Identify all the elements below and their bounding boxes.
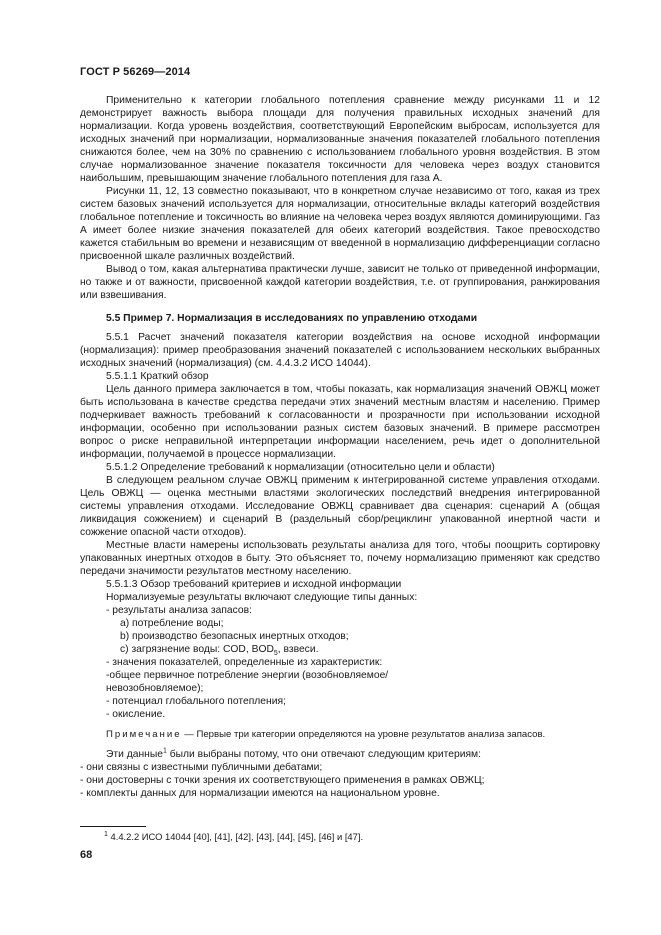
criteria-item: - они связны с известными публичными дебатами; bbox=[80, 762, 323, 773]
list-item: - окисление. bbox=[106, 709, 166, 720]
paragraph: 5.5.1 Расчет значений показателя категории воздействия на основе исходной информации (нормализация): пример преобразования значений показателей с использованием нескольких выбранных исходных значений (нормализация) (см. 4.4.3.2 ИСО 14044). bbox=[80, 332, 600, 369]
page-number: 68 bbox=[80, 849, 93, 861]
list-item: - результаты анализа запасов: bbox=[106, 605, 252, 616]
footnote: $^1$ 4.4.2.2 ИСО 14044 [40], [41], [42], [43], [44], [45], [46] и [47]. bbox=[104, 830, 364, 842]
document-header: ГОСТ Р 56269—2014 bbox=[80, 66, 191, 78]
paragraph: Применительно к категории глобального потепления сравнение между рисунками 11 и 12 демонстрирует важность выбора площади для получения правильных исходных значений для нормализации. Когда уровень воздействия, соответствующий Европейским выбросам, используется для исходных значений при нормализации, нормализованные значения показателей глобального потепления снижаются более, чем на 30% по сравнению с использованием глобального уровня воздействия. В этом случае нормализованное значение показателя токсичности для человека через воздух становится наибольшим, превышающим значение глобального потепления для газа А. bbox=[80, 95, 600, 184]
list-item: a) потребление воды; bbox=[120, 618, 224, 629]
paragraph: Цель данного примера заключается в том, чтобы показать, как нормализация значений ОВЖЦ может быть использована в качестве средства передачи этих значений местным властям и населению. Пример подчеркивает важность требований к согласованности и прозрачности при использовании исходной информации, особенно при использовании разных систем базовых значений. В примере рассмотрен вопрос о риске неправильной интерпретации информации населением, речь идет о дополнительной информации, получаемой в процессе нормализации. bbox=[80, 384, 600, 460]
subsection-title: 5.5.1.2 Определение требований к нормализации (относительно цели и области) bbox=[106, 462, 495, 473]
list-item: - потенциал глобального потепления; bbox=[106, 696, 286, 707]
paragraph: Местные власти намерены использовать результаты анализа для того, чтобы поощрить сортировку упакованных инертных отходов в быту. Это объясняет то, почему нормализацию применяют как средство передачи значимости результатов местному населению. bbox=[80, 540, 600, 577]
paragraph: Нормализуемые результаты включают следующие типы данных: bbox=[106, 592, 418, 603]
paragraph: Рисунки 11, 12, 13 совместно показывают, что в конкретном случае независимо от того, какая из трех систем базовых значений используется для нормализации, относительные вклады категорий воздействия глобальное потепление и токсичность во влияние на человека через воздух являются доминирующими. Газ А имеет более низкие значения показателей для обеих категорий воздействия. Такое превосходство кажется стабильным во времени и независящим от введенной в нормализацию дифференциации согласно присвоенной шкале различных воздействий. bbox=[80, 186, 600, 262]
criteria-item: - комплекты данных для нормализации имеются на национальном уровне. bbox=[80, 788, 440, 799]
list-item: c) загрязнение воды: COD, $BOD_5$, взвеси. bbox=[120, 644, 319, 658]
list-item: невозобновляемое); bbox=[106, 683, 204, 694]
note: Примечание — Первые три категории определяются на уровне результатов анализа запасов. bbox=[106, 729, 546, 740]
footnote-divider bbox=[80, 826, 146, 827]
subsection-title: 5.5.1.1 Краткий обзор bbox=[106, 371, 209, 382]
section-heading: 5.5 Пример 7. Нормализация в исследованиях по управлению отходами bbox=[106, 313, 478, 324]
criteria-item: - они достоверны с точки зрения их соответствующего применения в рамках ОВЖЦ; bbox=[80, 775, 485, 786]
paragraph: В следующем реальном случае ОВЖЦ применим к интегрированной системе управления отходами. Цель ОВЖЦ — оценка местными властями экологических последствий внедрения интегрированной системы управления отходами. Исследование ОВЖЦ сравнивает два сценария: сценарий А (общая ликвидация сожжением) и сценарий В (раздельный сбор/рециклинг упакованной инертной части и сожжение опасной части отходов). bbox=[80, 475, 600, 538]
list-item: - значения показателей, определенные из характеристик: bbox=[106, 657, 383, 668]
paragraph: Эти данные$^1$ были выбраны потому, что они отвечают следующим критериям: bbox=[106, 747, 481, 760]
list-item: -общее первичное потребление энергии (возобновляемое/ bbox=[106, 670, 389, 681]
paragraph: Вывод о том, какая альтернатива практически лучше, зависит не только от приведенной информации, но также и от важности, присвоенной каждой категории воздействия, т.е. от группирования, ранжирования или взвешивания. bbox=[80, 264, 600, 301]
page-body bbox=[80, 94, 600, 800]
subsection-title: 5.5.1.3 Обзор требований критериев и исходной информации bbox=[106, 579, 402, 590]
list-item: b) производство безопасных инертных отходов; bbox=[120, 631, 349, 642]
